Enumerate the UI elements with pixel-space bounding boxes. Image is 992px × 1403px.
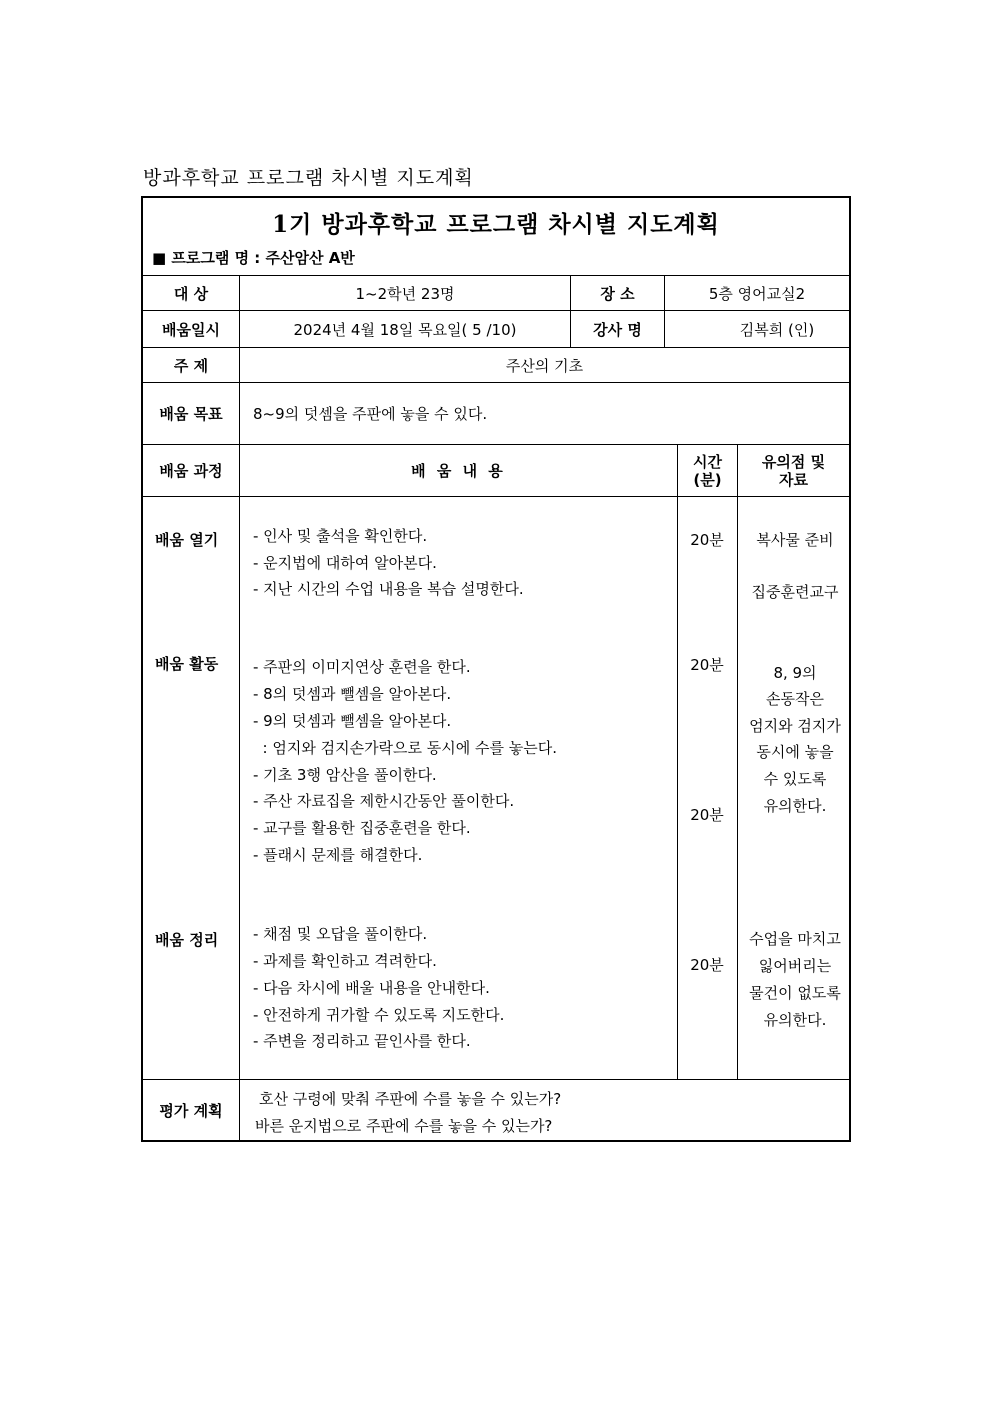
note-line: 유의한다. [763,797,827,815]
time-value: 20분 [690,656,724,674]
content-line: - 주변을 정리하고 끝인사를 한다. [253,1032,471,1050]
time-header [677,445,737,496]
program-name: ■ 프로그램 명 : 주산암산 A반 [152,249,355,267]
note-line: 수 있도록 [763,770,827,788]
note-line: 동시에 놓을 [756,743,834,761]
eval-line: 바른 운지법으로 주판에 수를 놓을 수 있는가? [255,1117,553,1135]
topic-label: 주 제 [173,356,209,375]
teacher-value: 김복희 (인) [664,311,849,347]
content-line: - 주판의 이미지연상 훈련을 한다. [253,658,471,676]
notes-header-line2: 자료 [779,470,808,489]
process-body-row [143,497,849,1080]
date-row [143,311,849,348]
topic-value: 주산의 기초 [239,348,849,382]
target-row [143,276,849,311]
note-line: 잃어버리는 [758,957,832,975]
content-line: - 과제를 확인하고 격려한다. [253,952,437,970]
time-column [677,497,737,1079]
note-line: 수업을 마치고 [749,930,841,948]
phase-label-close: 배움 정리 [155,931,219,949]
notes-header [737,445,849,496]
content-line: - 운지법에 대하여 알아본다. [253,554,437,572]
goal-row [143,383,849,445]
content-line: - 교구를 활용한 집중훈련을 한다. [253,819,471,837]
note-line: 8, 9의 [773,664,817,682]
title-row [143,198,849,276]
topic-row [143,348,849,383]
date-label: 배움일시 [162,320,220,339]
content-line: - 플래시 문제를 해결한다. [253,846,423,864]
goal-label: 배움 목표 [159,405,223,423]
content-line: - 안전하게 귀가할 수 있도록 지도한다. [253,1006,505,1024]
phase-label-open: 배움 열기 [155,531,219,549]
form-title: 1기 방과후학교 프로그램 차시별 지도계획 [272,211,720,238]
notes-header-line1: 유의점 및 [761,452,826,471]
time-header-line2: (분) [693,470,722,489]
place-label: 장 소 [570,276,664,310]
note-line: 엄지와 검지가 [749,717,841,735]
target-value: 1~2학년 23명 [239,276,570,310]
eval-line: 호산 구령에 맞춰 주판에 수를 놓을 수 있는가? [259,1090,562,1108]
evaluation-row [143,1080,849,1140]
note-line: 손동작은 [766,690,824,708]
note-line: 물건이 없도록 [749,984,841,1002]
content-column [239,497,677,1079]
content-line: - 8의 덧셈과 뺄셈을 알아본다. [253,685,452,703]
process-header-row [143,445,849,497]
process-header: 배움 과정 [159,462,223,480]
target-label: 대 상 [173,284,209,303]
note-line: 복사물 준비 [756,531,834,549]
content-line: - 주산 자료집을 제한시간동안 풀이한다. [253,792,515,810]
lesson-plan-form [141,196,851,1142]
page-heading: 방과후학교 프로그램 차시별 지도계획 [143,167,474,189]
content-line: - 다음 차시에 배울 내용을 안내한다. [253,979,490,997]
place-value: 5층 영어교실2 [664,276,849,310]
time-value: 20분 [690,531,724,549]
content-header: 배 움 내 용 [239,445,677,496]
eval-content [239,1080,849,1140]
note-line: 집중훈련교구 [751,583,839,601]
content-line: - 지난 시간의 수업 내용을 복습 설명한다. [253,580,524,598]
content-line: - 채점 및 오답을 풀이한다. [253,925,428,943]
time-value: 20분 [690,806,724,824]
phase-column [143,497,239,1079]
time-header-line1: 시간 [693,452,722,471]
goal-value: 8~9의 덧셈을 주판에 놓을 수 있다. [239,383,849,444]
note-line: 유의한다. [763,1011,827,1029]
notes-column [737,497,849,1079]
content-line: - 인사 및 출석을 확인한다. [253,527,428,545]
eval-label: 평가 계획 [159,1101,223,1120]
content-line: : 엄지와 검지손가락으로 동시에 수를 놓는다. [253,739,558,757]
content-line: - 9의 덧셈과 뺄셈을 알아본다. [253,712,452,730]
phase-label-activity: 배움 활동 [155,655,219,673]
time-value: 20분 [690,956,724,974]
teacher-label: 강사 명 [570,311,664,347]
content-line: - 기초 3행 암산을 풀이한다. [253,766,437,784]
date-value: 2024년 4월 18일 목요일( 5 /10) [239,311,570,347]
